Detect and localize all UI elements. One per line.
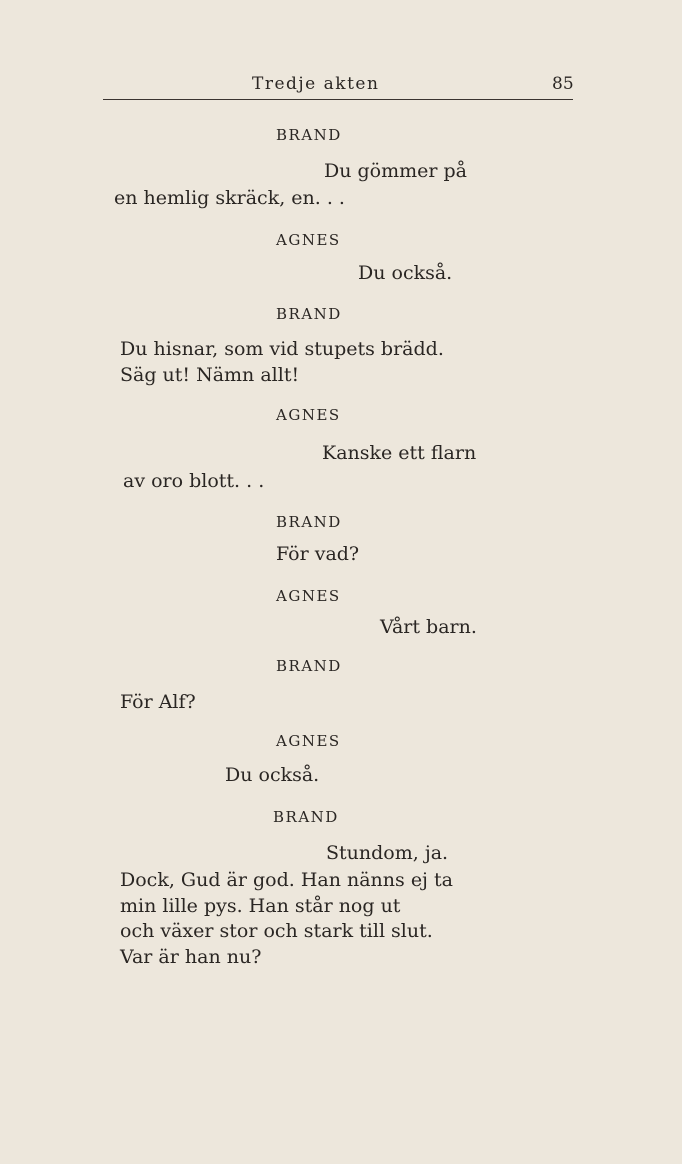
speaker-brand: BRAND (276, 305, 342, 323)
dialogue-line: Du gömmer på (324, 160, 468, 182)
speaker-brand: BRAND (276, 126, 342, 144)
speaker-agnes: AGNES (276, 587, 341, 605)
header-rule (103, 99, 573, 100)
speaker-brand: BRAND (276, 657, 342, 675)
dialogue-line: För vad? (276, 543, 360, 565)
dialogue-line: Du också. (358, 262, 453, 284)
dialogue-line: min lille pys. Han står nog ut (120, 895, 401, 917)
dialogue-line: Stundom, ja. (326, 842, 449, 864)
dialogue-line: av oro blott. . . (123, 470, 265, 492)
dialogue-line: Säg ut! Nämn allt! (120, 364, 300, 386)
running-head: Tredje akten (252, 74, 380, 94)
speaker-brand: BRAND (276, 513, 342, 531)
speaker-agnes: AGNES (276, 406, 341, 424)
speaker-brand: BRAND (273, 808, 339, 826)
dialogue-line: Dock, Gud är god. Han nänns ej ta (120, 869, 453, 891)
speaker-agnes: AGNES (276, 231, 341, 249)
speaker-agnes: AGNES (276, 732, 341, 750)
dialogue-line: Kanske ett flarn (322, 442, 477, 464)
dialogue-line: Du hisnar, som vid stupets brädd. (120, 338, 444, 360)
dialogue-line: Vårt barn. (380, 616, 477, 638)
dialogue-line: och växer stor och stark till slut. (120, 920, 433, 942)
dialogue-line: För Alf? (120, 691, 196, 713)
page-number: 85 (552, 74, 574, 94)
dialogue-line: Du också. (225, 764, 320, 786)
dialogue-line: Var är han nu? (120, 946, 262, 968)
dialogue-line: en hemlig skräck, en. . . (114, 187, 345, 209)
